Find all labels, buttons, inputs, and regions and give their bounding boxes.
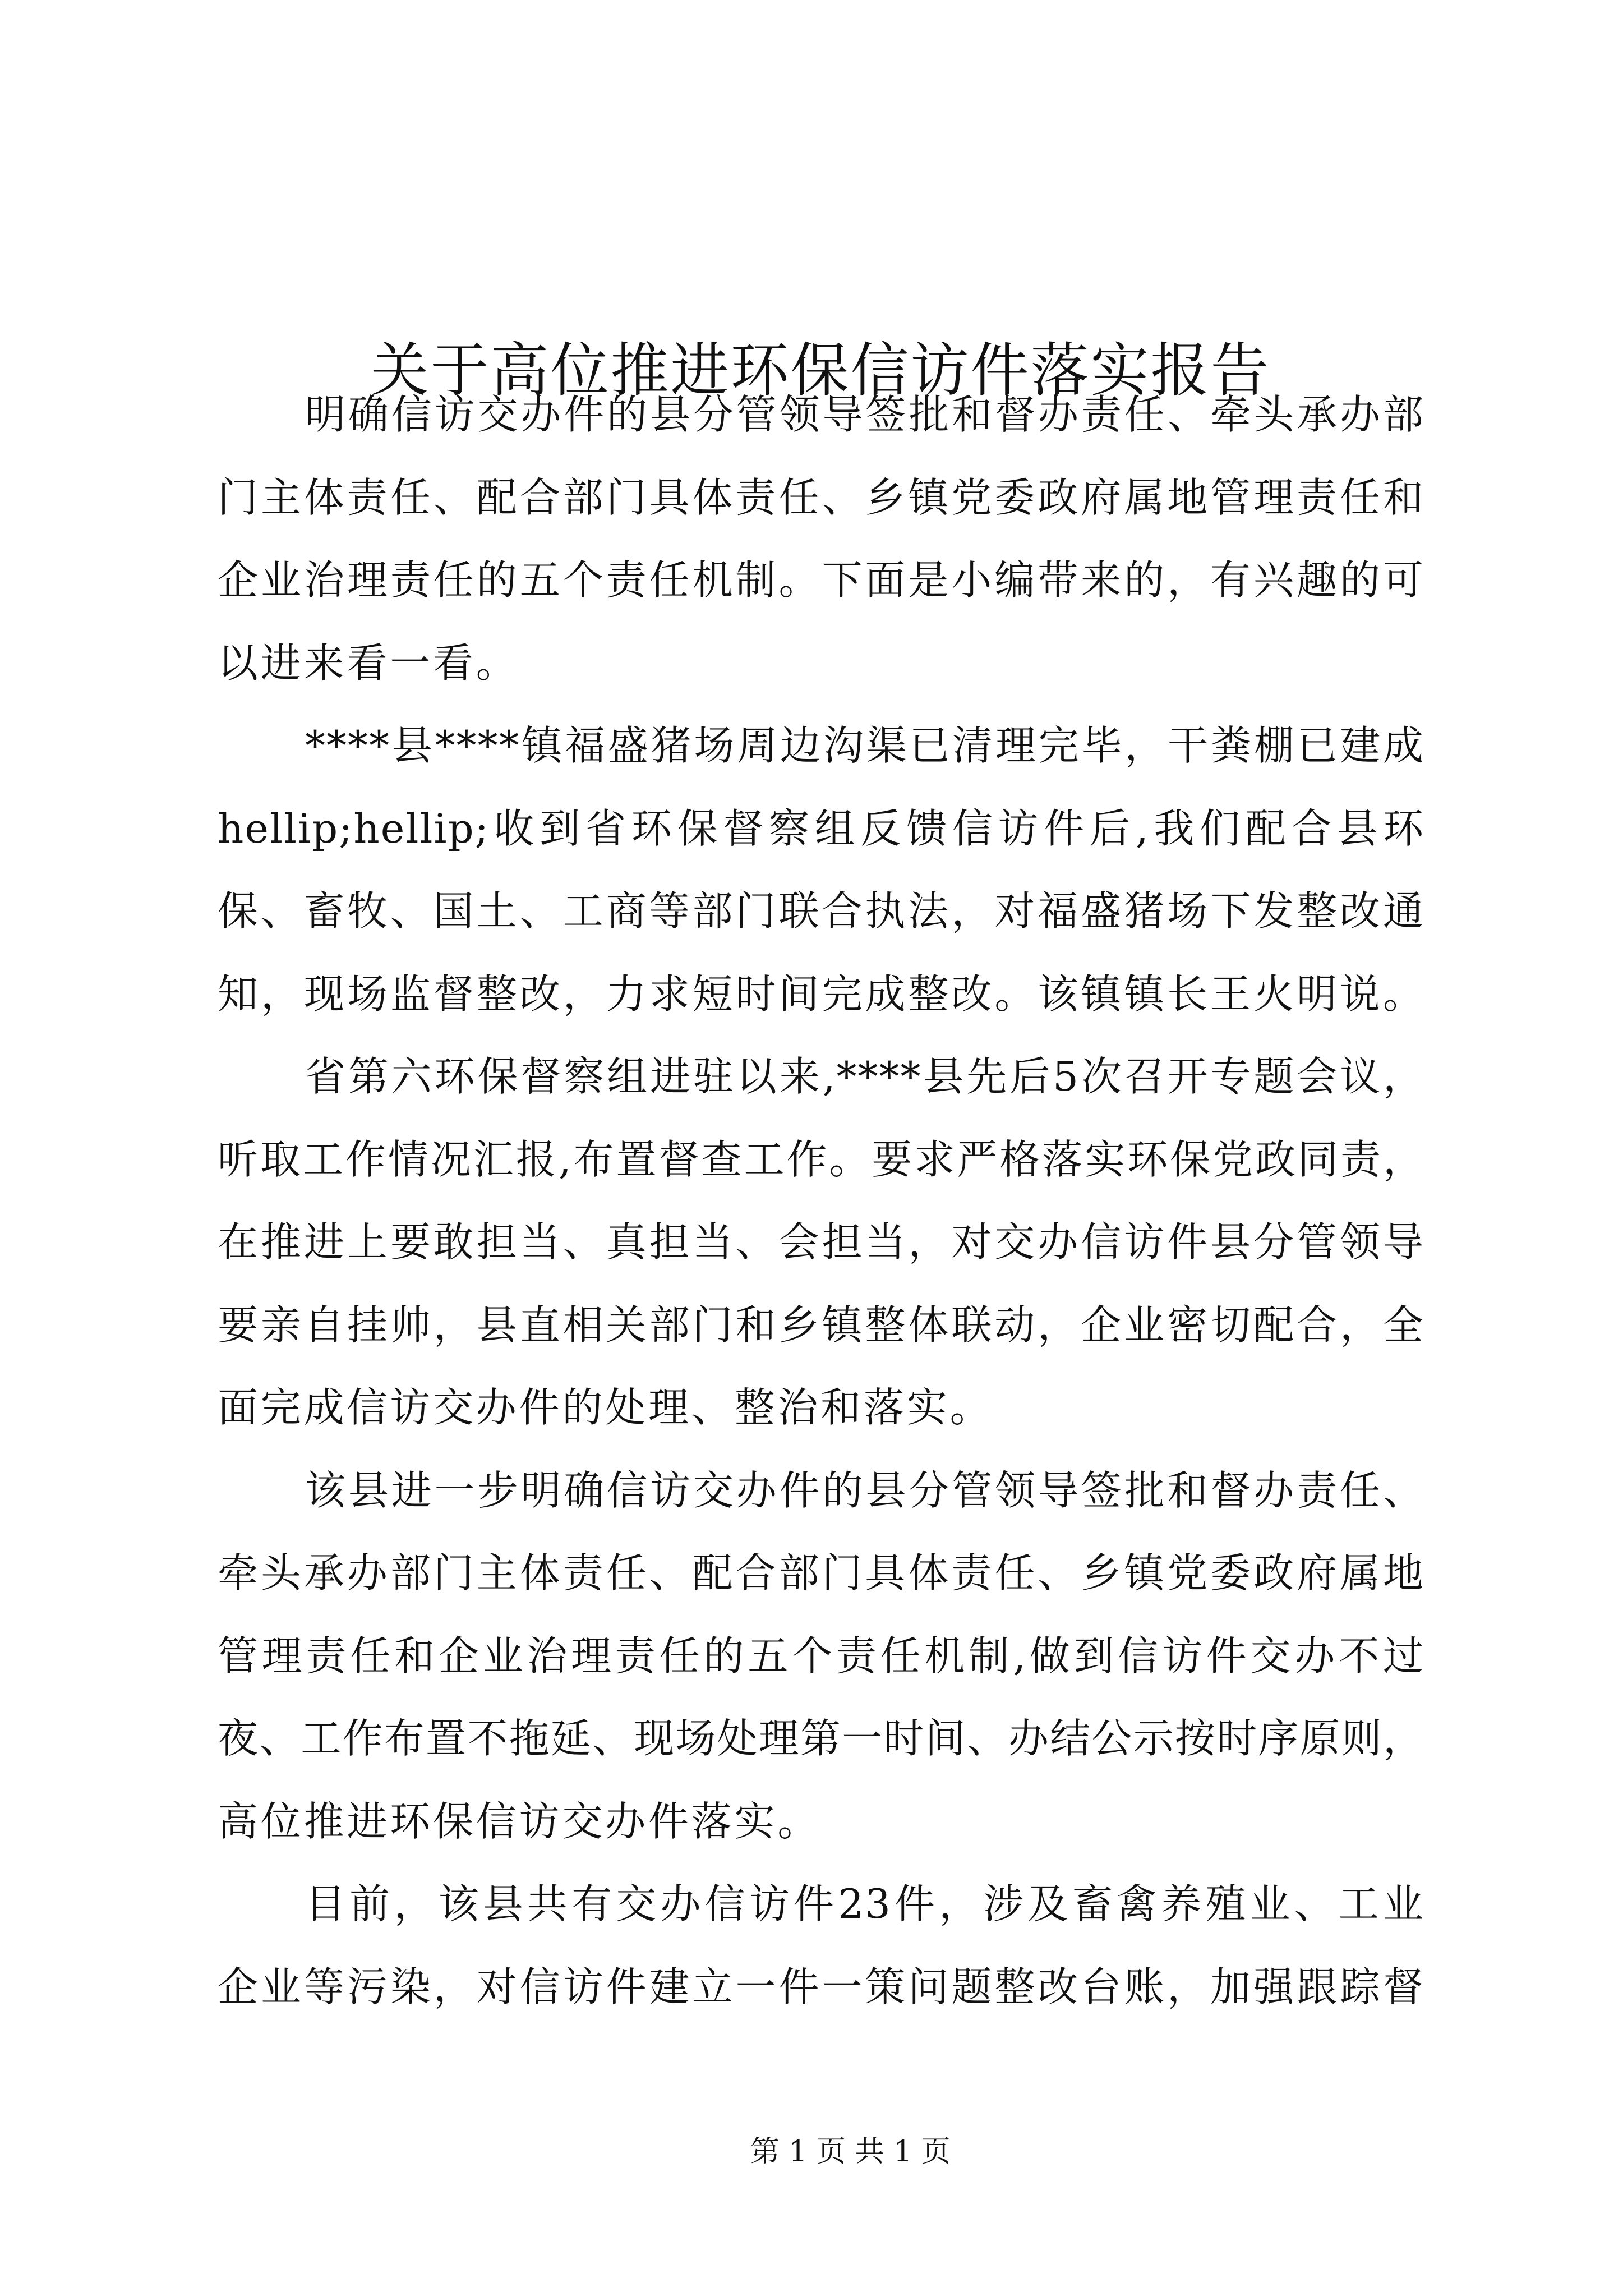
paragraph-line: 省第六环保督察组进驻以来,****县先后5次召开专题会议， (305, 1053, 1424, 1100)
paragraph-line: 管理责任和企业治理责任的五个责任机制,做到信访件交办不过 (218, 1632, 1424, 1680)
paragraph (218, 1036, 1424, 1450)
paragraph-line: 知，现场监督整改，力求短时间完成整改。该镇镇长王火明说。 (218, 970, 1424, 1018)
page-footer: 第 1 页 共 1 页 (750, 2135, 951, 2169)
paragraph-line: 在推进上要敢担当、真担当、会担当，对交办信访件县分管领导 (218, 1218, 1424, 1266)
paragraph-line: hellip;hellip;收到省环保督察组反馈信访件后,我们配合县环 (218, 804, 1424, 852)
paragraph-line: 明确信访交办件的县分管领导签批和督办责任、牵头承办部 (305, 391, 1424, 438)
paragraph (218, 1450, 1424, 1864)
paragraph-line: 企业治理责任的五个责任机制。下面是小编带来的，有兴趣的可 (218, 556, 1424, 604)
paragraph-line: 以进来看一看。 (218, 639, 519, 687)
document-body (218, 374, 1424, 2028)
paragraph-line: 该县进一步明确信访交办件的县分管领导签批和督办责任、 (305, 1466, 1424, 1514)
paragraph-line: 门主体责任、配合部门具体责任、乡镇党委政府属地管理责任和 (218, 473, 1424, 521)
paragraph-line: 目前，该县共有交办信访件23件，涉及畜禽养殖业、工业 (305, 1880, 1424, 1927)
paragraph-line: 企业等污染，对信访件建立一件一策问题整改台账，加强跟踪督 (218, 1963, 1424, 2010)
paragraph (218, 374, 1424, 705)
paragraph-line: ****县****镇福盛猪场周边沟渠已清理完毕，干粪棚已建成 (305, 722, 1424, 769)
paragraph-line: 高位推进环保信访交办件落实。 (218, 1797, 821, 1845)
paragraph (218, 705, 1424, 1036)
paragraph-line: 面完成信访交办件的处理、整治和落实。 (218, 1384, 993, 1431)
paragraph-line: 听取工作情况汇报,布置督查工作。要求严格落实环保党政同责， (218, 1135, 1424, 1183)
paragraph (218, 1863, 1424, 2028)
paragraph-line: 保、畜牧、国土、工商等部门联合执法，对福盛猪场下发整改通 (218, 887, 1424, 935)
page-title: 关于高位推进环保信访件落实报告 (370, 335, 1271, 404)
paragraph-line: 要亲自挂帅，县直相关部门和乡镇整体联动，企业密切配合，全 (218, 1301, 1424, 1349)
paragraph-line: 牵头承办部门主体责任、配合部门具体责任、乡镇党委政府属地 (218, 1549, 1424, 1596)
paragraph-line: 夜、工作布置不拖延、现场处理第一时间、办结公示按时序原则， (218, 1715, 1424, 1762)
